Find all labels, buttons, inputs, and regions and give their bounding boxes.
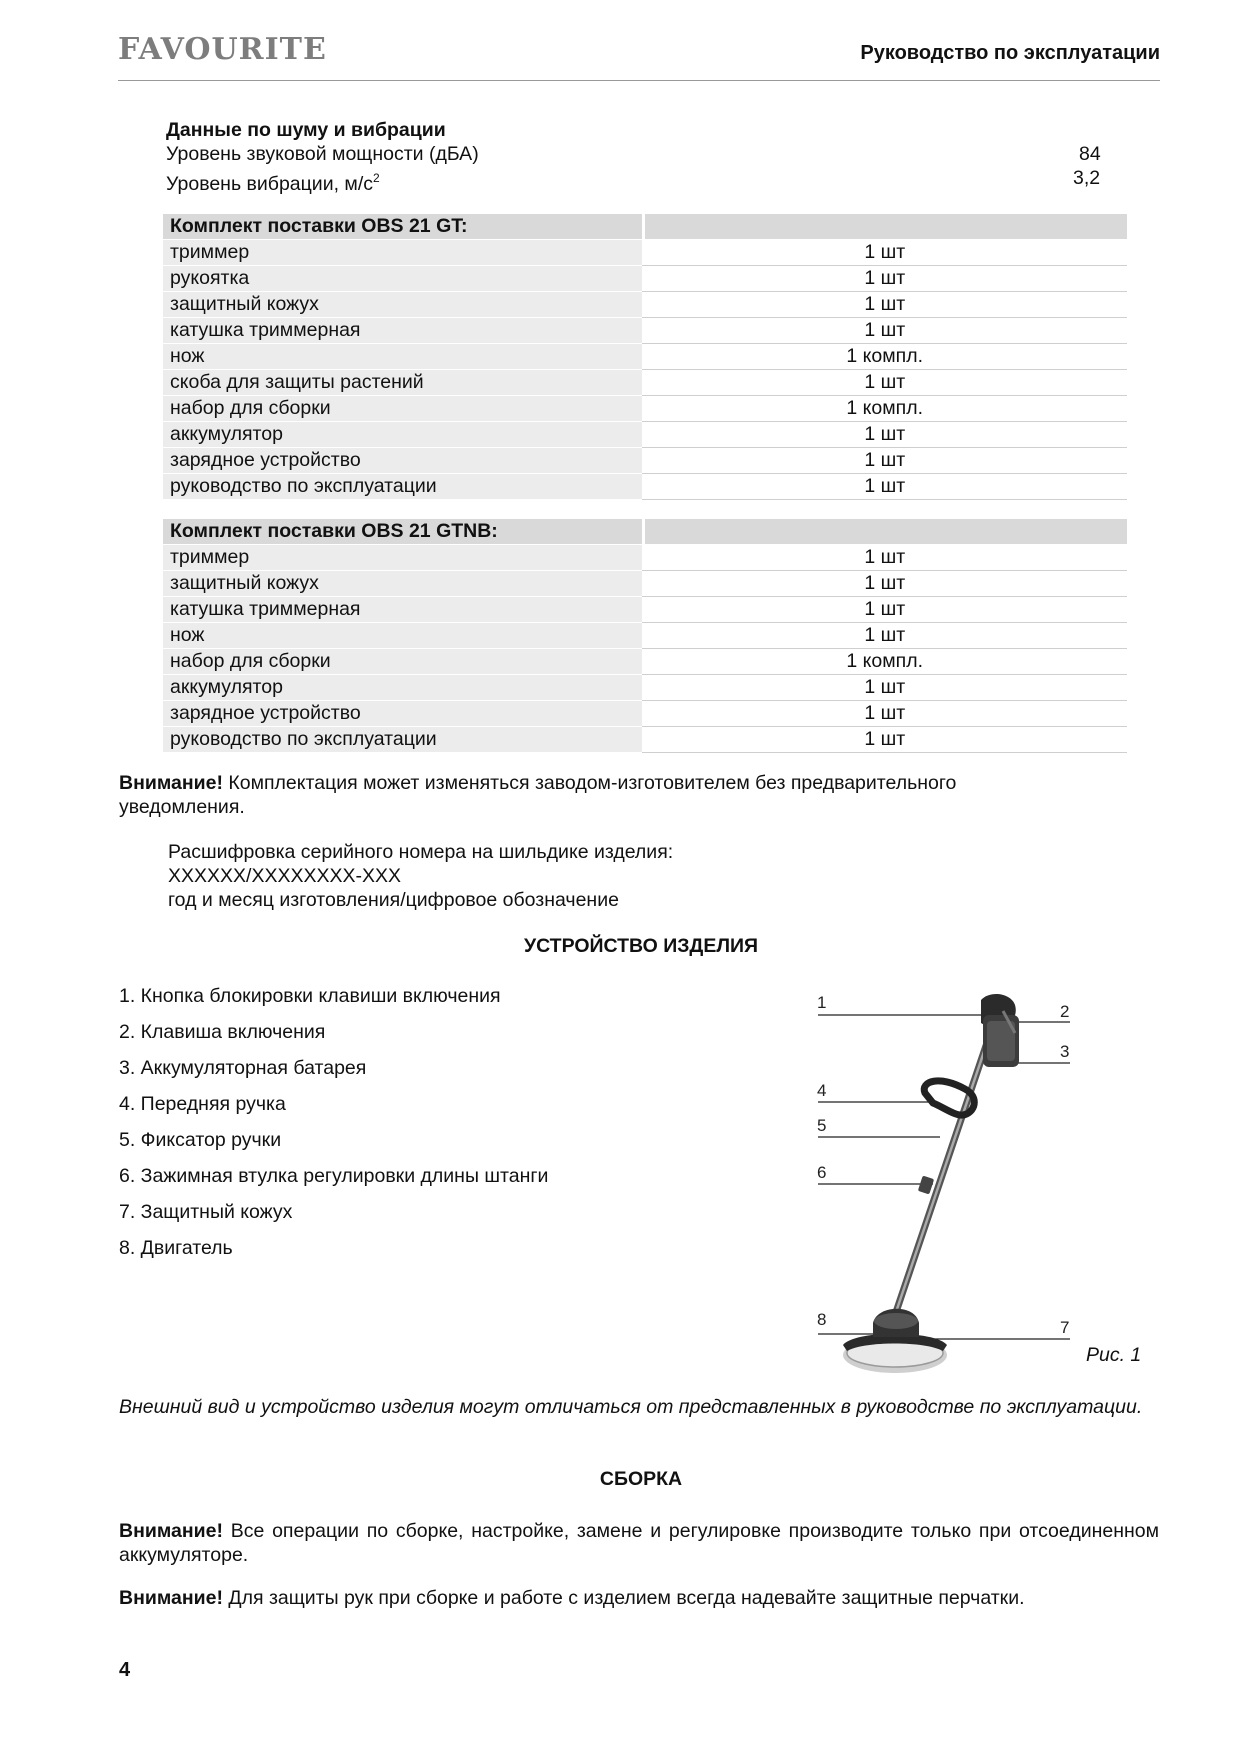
table-row: зарядное устройство 1 шт — [163, 448, 1127, 474]
table-row: триммер 1 шт — [163, 240, 1127, 266]
table-row: зарядное устройство 1 шт — [163, 701, 1127, 727]
brand-logo: FAVOURITE — [118, 32, 327, 67]
assembly-heading: СБОРКА — [599, 1468, 683, 1490]
table-row: нож 1 компл. — [163, 344, 1127, 370]
figure-caption: Рис. 1 — [1086, 1344, 1142, 1366]
list-item: 7. Защитный кожух — [119, 1201, 293, 1223]
table-row: защитный кожух 1 шт — [163, 292, 1127, 318]
page-number: 4 — [119, 1659, 131, 1681]
table-row: катушка триммерная 1 шт — [163, 597, 1127, 623]
figure-label-1: 1 — [817, 993, 827, 1012]
table-row: рукоятка 1 шт — [163, 266, 1127, 292]
table-row: нож 1 шт — [163, 623, 1127, 649]
table-row: набор для сборки 1 компл. — [163, 649, 1127, 675]
sound-power-label: Уровень звуковой мощности (дБА) — [166, 143, 479, 165]
notice-gloves: Внимание! Для защиты рук при сборке и работе с изделием всегда надевайте защитные перчатки. — [119, 1587, 1025, 1609]
serial-format: XXXXXX/XXXXXXXX-XXX — [168, 865, 402, 887]
sound-power-value: 84 — [1079, 143, 1101, 165]
noise-heading: Данные по шуму и вибрации — [166, 119, 446, 141]
list-item: 1. Кнопка блокировки клавиши включения — [119, 985, 501, 1007]
kit-table-obs21gtnb — [163, 519, 1127, 753]
header-divider — [118, 80, 1160, 81]
table-row: скоба для защиты растений 1 шт — [163, 370, 1127, 396]
table-row: аккумулятор 1 шт — [163, 675, 1127, 701]
figure-label-5: 5 — [817, 1116, 827, 1135]
figure-label-7: 7 — [1060, 1318, 1070, 1337]
appearance-disclaimer: Внешний вид и устройство изделия могут отличаться от представленных в руководстве по эксплуатации. — [119, 1396, 1143, 1418]
notice-battery: Внимание! Все операции по сборке, настройке, замене и регулировке производите только при отсоединенном аккумуляторе. — [119, 1520, 1159, 1566]
vibration-label: Уровень вибрации, $м/с^2$ — [166, 171, 380, 195]
figure-label-4: 4 — [817, 1081, 827, 1100]
table-row: триммер 1 шт — [163, 545, 1127, 571]
serial-explanation: год и месяц изготовления/цифровое обозначение — [168, 889, 619, 911]
notice-config-cont: уведомления. — [119, 796, 245, 818]
list-item: 3. Аккумуляторная батарея — [119, 1057, 367, 1079]
kit-title: Комплект поставки OBS 21 GTNB: — [163, 519, 642, 545]
table-row: защитный кожух 1 шт — [163, 571, 1127, 597]
vibration-value: 3,2 — [1073, 167, 1101, 189]
table-row: набор для сборки 1 компл. — [163, 396, 1127, 422]
table-row: аккумулятор 1 шт — [163, 422, 1127, 448]
list-item: 6. Зажимная втулка регулировки длины штанги — [119, 1165, 549, 1187]
document-title: Руководство по эксплуатации — [860, 42, 1160, 64]
list-item: 8. Двигатель — [119, 1237, 233, 1259]
figure-label-6: 6 — [817, 1163, 827, 1182]
kit-table-obs21gt — [163, 214, 1127, 500]
list-item: 2. Клавиша включения — [119, 1021, 326, 1043]
figure-label-2: 2 — [1060, 1002, 1070, 1021]
trimmer-figure — [815, 985, 1085, 1385]
list-item: 4. Передняя ручка — [119, 1093, 286, 1115]
figure-label-3: 3 — [1060, 1042, 1070, 1061]
table-row: катушка триммерная 1 шт — [163, 318, 1127, 344]
figure-label-8: 8 — [817, 1310, 827, 1329]
list-item: 5. Фиксатор ручки — [119, 1129, 282, 1151]
table-row: руководство по эксплуатации 1 шт — [163, 474, 1127, 500]
device-heading: УСТРОЙСТВО ИЗДЕЛИЯ — [523, 935, 759, 957]
table-row: руководство по эксплуатации 1 шт — [163, 727, 1127, 753]
notice-config: Внимание! Комплектация может изменяться заводом-изготовителем без предварительного — [119, 772, 957, 794]
kit-title: Комплект поставки OBS 21 GT: — [163, 214, 642, 240]
serial-intro: Расшифровка серийного номера на шильдике изделия: — [168, 841, 674, 863]
